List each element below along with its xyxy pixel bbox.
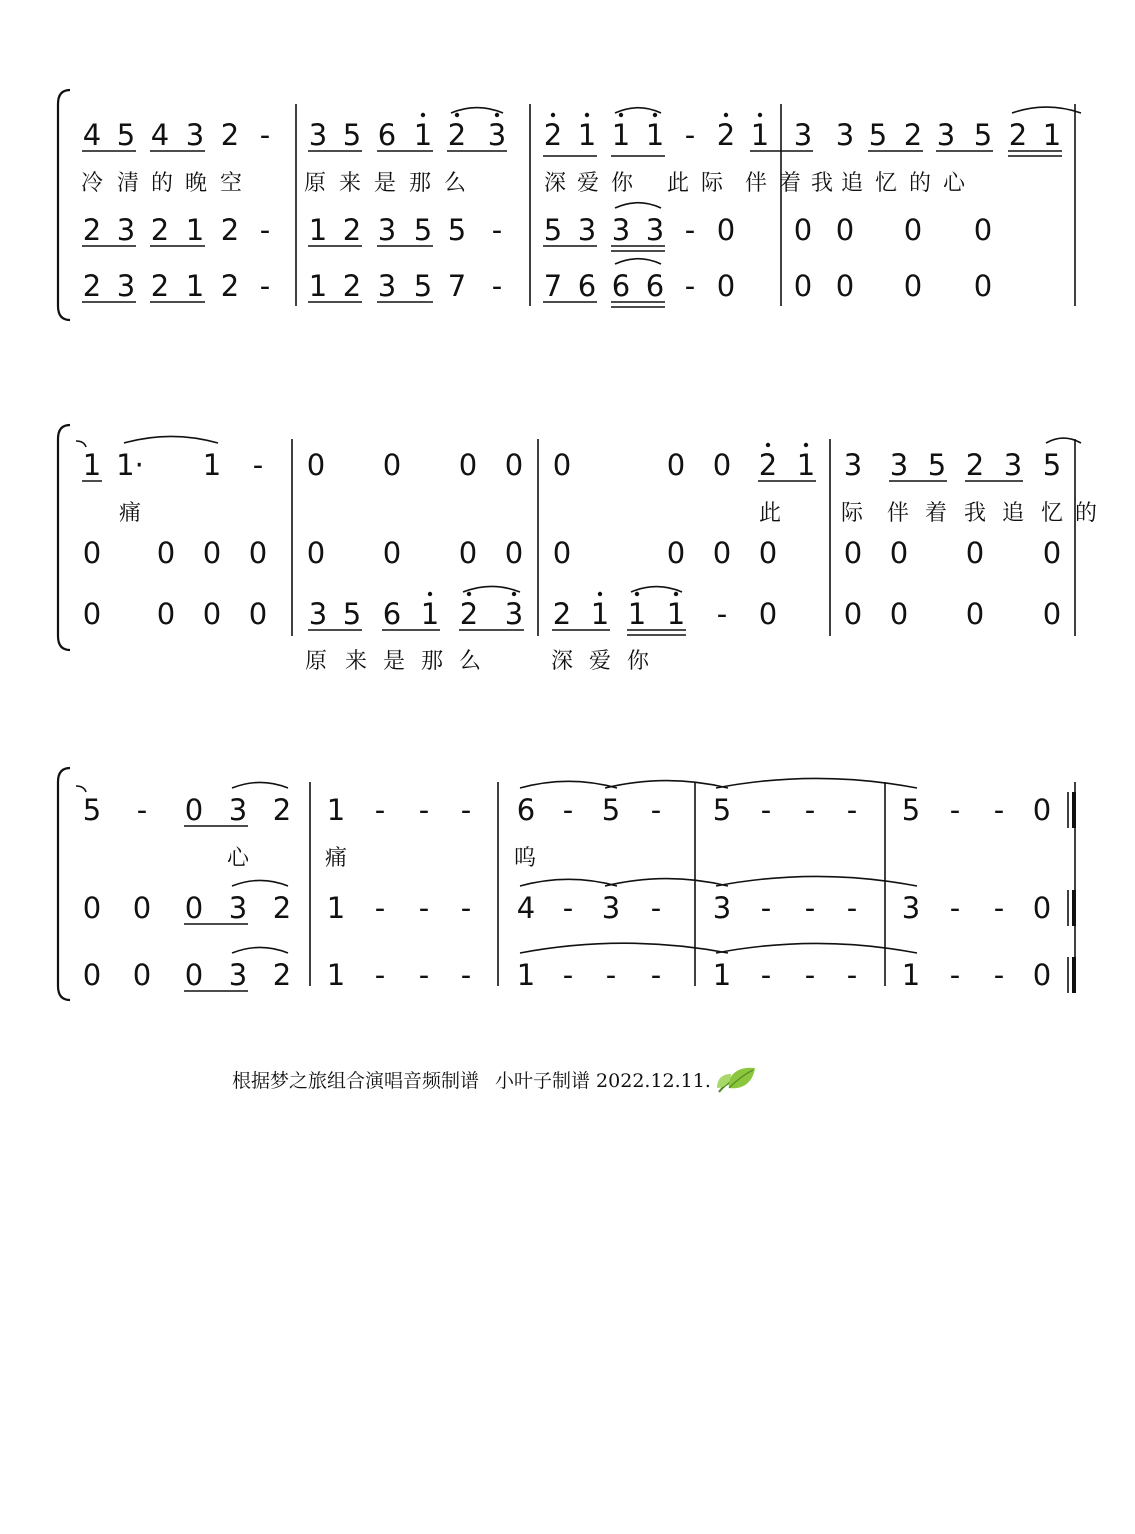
note: 0 — [552, 536, 572, 570]
octave-dot — [758, 113, 762, 117]
dash-extension: - — [562, 958, 574, 992]
note: 0 — [552, 448, 572, 482]
note: 6 — [382, 597, 402, 631]
lyric-char: 深 — [550, 649, 574, 674]
dash-extension: - — [460, 891, 472, 925]
score-system-2 — [58, 425, 1097, 674]
dash-extension: - — [716, 597, 728, 631]
note: 3 — [487, 118, 507, 152]
staff-bass — [82, 259, 992, 307]
note: 0 — [965, 536, 985, 570]
note: 2 — [903, 118, 923, 152]
note: 5 — [973, 118, 993, 152]
dash-extension: - — [846, 958, 858, 992]
note: 2 — [965, 448, 985, 482]
note: 3 — [377, 213, 397, 247]
note: 3 — [889, 448, 909, 482]
slur — [463, 586, 520, 592]
dash-extension: - — [804, 958, 816, 992]
lyric-char: 着 — [778, 171, 802, 196]
note: 2 — [272, 891, 292, 925]
score-system-1 — [58, 90, 1081, 320]
dash-extension: - — [491, 269, 503, 303]
note: 3 — [228, 958, 248, 992]
staff-alto — [82, 203, 992, 251]
dash-extension: - — [562, 793, 574, 827]
note: 6 — [645, 269, 665, 303]
note: 1 — [577, 118, 597, 152]
lyric-char: 忆 — [874, 171, 898, 196]
lyric-char: 原 — [303, 171, 327, 196]
note: 0 — [889, 536, 909, 570]
note: 1 — [185, 213, 205, 247]
note: 0 — [184, 793, 204, 827]
dash-extension: - — [418, 958, 430, 992]
note: 0 — [82, 958, 102, 992]
lyric-char: 那 — [408, 171, 432, 196]
note: 5 — [116, 118, 136, 152]
note: 0 — [965, 597, 985, 631]
note: 6 — [577, 269, 597, 303]
slur — [232, 880, 288, 886]
note: 1 — [645, 118, 665, 152]
dash-extension: - — [804, 793, 816, 827]
note: 1 — [308, 213, 328, 247]
note: 0 — [132, 891, 152, 925]
score-system-3 — [58, 768, 1076, 1000]
note: 2 — [150, 269, 170, 303]
note: 3 — [835, 118, 855, 152]
note: 3 — [936, 118, 956, 152]
note: 2 — [552, 597, 572, 631]
dash-extension: - — [418, 793, 430, 827]
note: 0 — [712, 448, 732, 482]
lyric-char: 来 — [344, 649, 368, 674]
note: 2 — [82, 213, 102, 247]
lyric-char: 际 — [700, 171, 724, 196]
lyric-char: 深 — [543, 171, 567, 196]
note: 0 — [248, 536, 268, 570]
note: 2 — [220, 213, 240, 247]
note: 1 — [712, 958, 732, 992]
note: 0 — [382, 448, 402, 482]
dash-extension: - — [760, 793, 772, 827]
note: 2 — [1008, 118, 1028, 152]
octave-dot — [495, 113, 499, 117]
dash-extension: - — [684, 118, 696, 152]
note: 0 — [758, 597, 778, 631]
dash-extension: - — [949, 958, 961, 992]
note: 0 — [156, 536, 176, 570]
octave-dot — [455, 113, 459, 117]
lyric-char: 的 — [150, 171, 174, 196]
lyrics-line — [81, 171, 966, 196]
slur — [631, 587, 682, 592]
note: 0 — [132, 958, 152, 992]
dash-extension: - — [374, 793, 386, 827]
dash-extension: - — [136, 793, 148, 827]
dash-extension: - — [259, 118, 271, 152]
lyric-char: 伴 — [744, 171, 768, 196]
note: 2 — [272, 958, 292, 992]
staff-alto — [83, 536, 1061, 570]
dash-extension: - — [993, 958, 1005, 992]
note: 0 — [156, 597, 176, 631]
slur — [124, 436, 218, 443]
note: 0 — [504, 536, 524, 570]
slur — [615, 108, 661, 113]
lyric-char: 那 — [420, 649, 444, 674]
dash-extension: - — [460, 958, 472, 992]
note: 1 — [627, 597, 647, 631]
note: 5 — [342, 597, 362, 631]
note: 0 — [82, 597, 102, 631]
lyric-char: 痛 — [118, 501, 142, 526]
note: 3 — [228, 891, 248, 925]
note: 1 — [326, 958, 346, 992]
note: 1 — [185, 269, 205, 303]
lyrics-line — [119, 501, 1097, 526]
note: 1 — [611, 118, 631, 152]
slur — [232, 947, 288, 953]
lyrics-line — [227, 846, 536, 871]
lyric-char: 着 — [924, 501, 948, 526]
note: 3 — [645, 213, 665, 247]
note: 3 — [1003, 448, 1023, 482]
note: 0 — [793, 213, 813, 247]
octave-dot — [724, 113, 728, 117]
dash-extension: - — [259, 213, 271, 247]
dash-extension: - — [605, 958, 617, 992]
note: 0 — [835, 213, 855, 247]
note: 2 — [543, 118, 563, 152]
note: 1 — [413, 118, 433, 152]
note: 5 — [868, 118, 888, 152]
staff-alto — [83, 876, 1076, 926]
lyric-char: 呜 — [513, 846, 537, 871]
dash-extension: - — [684, 269, 696, 303]
octave-dot — [512, 592, 516, 596]
note: 6 — [611, 269, 631, 303]
octave-dot — [653, 113, 657, 117]
note: 0 — [716, 269, 736, 303]
note: 1 — [308, 269, 328, 303]
slur — [520, 781, 617, 788]
lyric-char: 原 — [304, 649, 328, 674]
slur — [520, 943, 728, 953]
dash-extension: - — [760, 958, 772, 992]
octave-dot — [766, 443, 770, 447]
note: 2 — [716, 118, 736, 152]
note: 3 — [504, 597, 524, 631]
lyric-char: 我 — [810, 171, 834, 196]
lyric-char: 追 — [1001, 501, 1025, 526]
note: 0 — [184, 958, 204, 992]
note: 3 — [308, 118, 328, 152]
note: 0 — [889, 597, 909, 631]
dash-extension: - — [259, 269, 271, 303]
note: 0 — [306, 448, 326, 482]
dash-extension: - — [846, 793, 858, 827]
note: 3 — [116, 269, 136, 303]
lyric-char: 爱 — [588, 649, 612, 674]
note: 1 — [326, 891, 346, 925]
lyric-char: 忆 — [1040, 501, 1064, 526]
note: 3 — [611, 213, 631, 247]
slur — [451, 108, 503, 113]
note: 0 — [793, 269, 813, 303]
note: 0 — [712, 536, 732, 570]
note: 3 — [308, 597, 328, 631]
note: 2 — [272, 793, 292, 827]
lyric-char: 冷 — [80, 171, 104, 196]
slur — [615, 203, 661, 208]
slur — [605, 879, 728, 886]
note: 3 — [712, 891, 732, 925]
slur — [716, 876, 917, 886]
note: 5 — [712, 793, 732, 827]
note: 5 — [1042, 448, 1062, 482]
slur — [1012, 107, 1081, 113]
note: 2 — [342, 269, 362, 303]
credit-source: 根据梦之旅组合演唱音频制谱 — [232, 1069, 480, 1092]
note: 1 — [796, 448, 816, 482]
note: 5 — [82, 793, 102, 827]
staff-bass — [83, 943, 1076, 993]
lyric-char: 际 — [840, 501, 864, 526]
lyric-char: 伴 — [886, 501, 910, 526]
octave-dot — [598, 592, 602, 596]
dash-extension: - — [760, 891, 772, 925]
note: 0 — [903, 269, 923, 303]
note: 5 — [342, 118, 362, 152]
note: 1 — [420, 597, 440, 631]
note: 0 — [184, 891, 204, 925]
slur — [76, 441, 86, 447]
note: 2 — [342, 213, 362, 247]
lyric-char: 此 — [758, 501, 782, 526]
note: 0 — [716, 213, 736, 247]
lyric-char: 你 — [626, 649, 650, 674]
lyric-char: 爱 — [576, 171, 600, 196]
note: 1 — [82, 448, 102, 482]
lyric-char: 么 — [458, 649, 482, 674]
lyric-char: 痛 — [324, 846, 348, 871]
dash-extension: - — [562, 891, 574, 925]
slur — [520, 879, 617, 886]
staff-bass — [83, 586, 1061, 635]
dash-extension: - — [491, 213, 503, 247]
note: 1 — [901, 958, 921, 992]
note: 3 — [793, 118, 813, 152]
note: 5 — [413, 269, 433, 303]
note: 0 — [82, 536, 102, 570]
slur — [605, 781, 728, 788]
system-brace — [58, 90, 70, 320]
note: 1· — [116, 448, 144, 482]
note: 1 — [1042, 118, 1062, 152]
dash-extension: - — [993, 891, 1005, 925]
slur — [615, 259, 661, 264]
note: 0 — [504, 448, 524, 482]
note: 6 — [516, 793, 536, 827]
staff-melody — [76, 436, 1081, 482]
lyric-char: 晚 — [184, 171, 208, 196]
note: 4 — [516, 891, 536, 925]
note: 4 — [150, 118, 170, 152]
octave-dot — [551, 113, 555, 117]
note: 0 — [458, 448, 478, 482]
lyric-char: 来 — [338, 171, 362, 196]
note: 0 — [1042, 597, 1062, 631]
note: 5 — [927, 448, 947, 482]
lyric-char: 是 — [373, 171, 397, 196]
credit-line — [232, 1062, 872, 1096]
note: 2 — [220, 269, 240, 303]
lyric-char: 的 — [1074, 501, 1098, 526]
note: 0 — [382, 536, 402, 570]
note: 7 — [543, 269, 563, 303]
note: 1 — [516, 958, 536, 992]
note: 0 — [666, 448, 686, 482]
system-brace — [58, 425, 70, 650]
dash-extension: - — [993, 793, 1005, 827]
dash-extension: - — [949, 793, 961, 827]
note: 5 — [901, 793, 921, 827]
system-brace — [58, 768, 70, 1000]
octave-dot — [619, 113, 623, 117]
note: 3 — [185, 118, 205, 152]
lyric-char: 是 — [382, 649, 406, 674]
lyric-char: 此 — [666, 171, 690, 196]
note: 0 — [202, 597, 222, 631]
note: 0 — [1032, 891, 1052, 925]
dash-extension: - — [846, 891, 858, 925]
slur — [716, 778, 917, 788]
dash-extension: - — [418, 891, 430, 925]
lyric-char: 心 — [942, 171, 966, 196]
note: 5 — [447, 213, 467, 247]
dash-extension: - — [949, 891, 961, 925]
note: 2 — [150, 213, 170, 247]
note: 1 — [202, 448, 222, 482]
note: 0 — [843, 597, 863, 631]
octave-dot — [804, 443, 808, 447]
credit-transcriber: 小叶子制谱 2022.12.11. — [495, 1069, 711, 1092]
leaf-icon — [715, 1062, 761, 1096]
lyric-char: 追 — [840, 171, 864, 196]
octave-dot — [467, 592, 471, 596]
note: 0 — [835, 269, 855, 303]
dash-extension: - — [252, 448, 264, 482]
lyric-char: 你 — [610, 171, 634, 196]
octave-dot — [635, 592, 639, 596]
note: 0 — [758, 536, 778, 570]
note: 0 — [458, 536, 478, 570]
lyric-char: 么 — [443, 171, 467, 196]
note: 2 — [447, 118, 467, 152]
note: 0 — [1032, 958, 1052, 992]
note: 2 — [220, 118, 240, 152]
octave-dot — [674, 592, 678, 596]
note: 0 — [82, 891, 102, 925]
note: 1 — [590, 597, 610, 631]
note: 0 — [666, 536, 686, 570]
note: 3 — [577, 213, 597, 247]
note: 5 — [413, 213, 433, 247]
note: 1 — [666, 597, 686, 631]
lyric-char: 心 — [226, 846, 250, 871]
slur — [232, 782, 288, 788]
note: 1 — [326, 793, 346, 827]
dash-extension: - — [650, 958, 662, 992]
note: 1 — [750, 118, 770, 152]
octave-dot — [585, 113, 589, 117]
note: 2 — [459, 597, 479, 631]
dash-extension: - — [650, 793, 662, 827]
dash-extension: - — [684, 213, 696, 247]
note: 3 — [843, 448, 863, 482]
octave-dot — [421, 113, 425, 117]
final-barline-thick — [1072, 957, 1076, 993]
dash-extension: - — [374, 891, 386, 925]
lyric-char: 我 — [963, 501, 987, 526]
staff-melody — [76, 778, 1076, 828]
note: 0 — [903, 213, 923, 247]
octave-dot — [428, 592, 432, 596]
dash-extension: - — [374, 958, 386, 992]
dash-extension: - — [460, 793, 472, 827]
note: 0 — [843, 536, 863, 570]
note: 2 — [758, 448, 778, 482]
note: 5 — [543, 213, 563, 247]
note: 3 — [601, 891, 621, 925]
note: 3 — [228, 793, 248, 827]
lyric-char: 清 — [116, 171, 140, 196]
note: 2 — [82, 269, 102, 303]
staff-melody — [82, 107, 1081, 156]
note: 0 — [306, 536, 326, 570]
note: 0 — [973, 213, 993, 247]
note: 3 — [377, 269, 397, 303]
note: 0 — [973, 269, 993, 303]
note: 7 — [447, 269, 467, 303]
note: 5 — [601, 793, 621, 827]
note: 4 — [82, 118, 102, 152]
note: 3 — [901, 891, 921, 925]
dash-extension: - — [804, 891, 816, 925]
lyric-char: 空 — [219, 171, 243, 196]
slur — [76, 786, 86, 792]
final-barline-thick — [1072, 792, 1076, 828]
final-barline-thick — [1072, 890, 1076, 926]
note: 3 — [116, 213, 136, 247]
slur — [716, 943, 917, 953]
dash-extension: - — [650, 891, 662, 925]
note: 0 — [1042, 536, 1062, 570]
lyric-char: 的 — [908, 171, 932, 196]
note: 0 — [1032, 793, 1052, 827]
note: 0 — [248, 597, 268, 631]
note: 0 — [202, 536, 222, 570]
lyrics-line — [305, 649, 650, 674]
note: 6 — [377, 118, 397, 152]
